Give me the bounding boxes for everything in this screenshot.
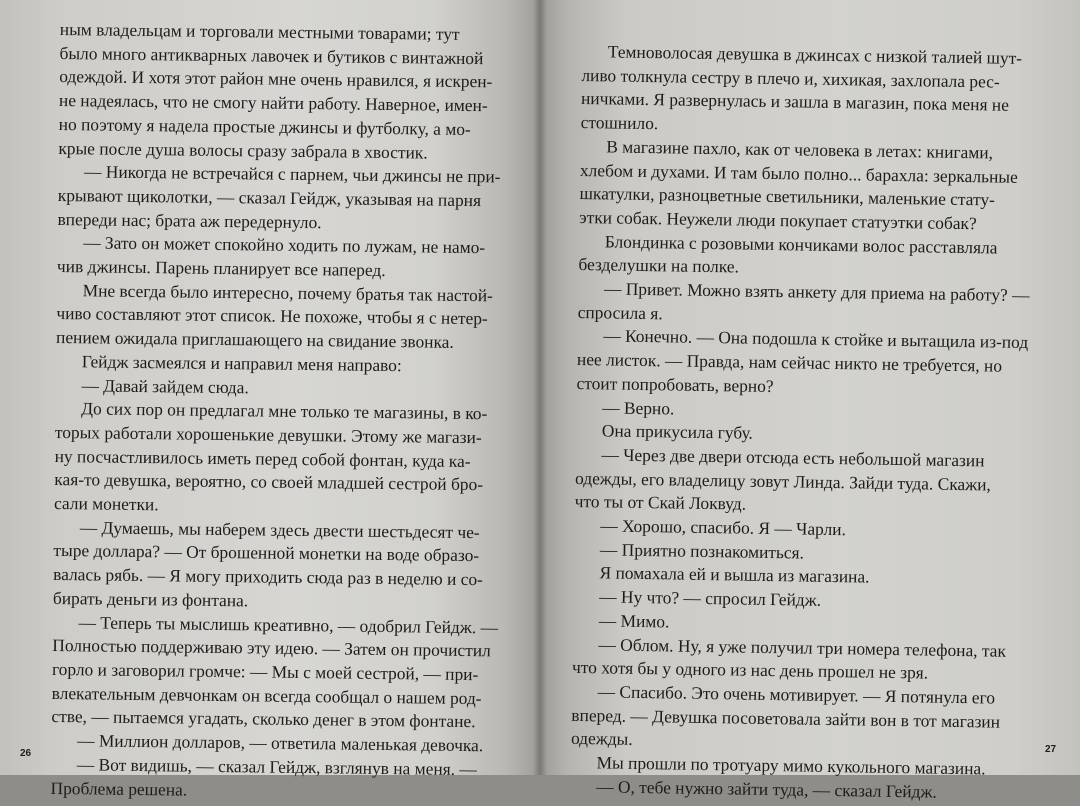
text-line: — Миллион долларов, — ответила маленькая девочка. xyxy=(77,730,484,756)
text-line: тыре доллара? — От брошенной монетки на воде образо- xyxy=(53,540,480,566)
text-line: — Мимо. xyxy=(598,610,670,632)
text-line: — Теперь ты мыслишь креативно, — одобрил Гейдж. — xyxy=(78,611,499,637)
text-line: ну посчастливилось иметь перед собой фонтан, куда ка- xyxy=(54,445,471,471)
text-line: — Спасибо. Это очень мотивирует. — Я потянула его xyxy=(597,681,996,708)
text-line: — Приятно познакомиться. xyxy=(599,539,805,563)
text-line: крывают щиколотки, — сказал Гейдж, указывая на парня xyxy=(57,184,482,211)
text-line: — Облом. Ну, я уже получил три номера телефона, так xyxy=(598,633,1007,661)
text-line: что ты от Скай Локвуд. xyxy=(574,491,747,514)
text-line: — Привет. Можно взять анкету для приема на работу? — xyxy=(603,278,1030,306)
left-page xyxy=(0,0,540,800)
text-line: — Зато он может спокойно ходить по лужам, не намо- xyxy=(83,232,486,258)
text-line: Блондинка с розовыми кончиками волос расставляла xyxy=(604,231,998,258)
text-line: ным владельцам и торговали местными товарами; тут xyxy=(59,18,460,44)
text-line: чив джинсы. Парень планирует все наперед. xyxy=(56,256,386,281)
text-line: хлебом и духами. И там было полно... барахла: зеркальные xyxy=(579,159,1018,187)
text-line: но поэтому я надела простые джинсы и футболку, а мо- xyxy=(58,113,471,139)
text-line: впереди нас; брата аж передернуло. xyxy=(57,208,322,232)
text-line: — Через две двери отсюда есть небольшой магазин xyxy=(601,444,985,471)
text-line: безделушки на полке. xyxy=(578,254,740,277)
text-line: — Конечно. — Она подошла к стойке и вытащила из-под xyxy=(603,325,1029,353)
text-line: — Хорошо, спасибо. Я — Чарли. xyxy=(600,515,847,540)
text-line: одежды, его владелицу зовут Линда. Зайди туда. Скажи, xyxy=(574,467,992,495)
text-line: — Думаешь, мы наберем здесь двести шестьдесят че- xyxy=(79,517,480,542)
text-line: Проблема решена. xyxy=(50,777,188,800)
text-line: сали монетки. xyxy=(53,493,159,515)
text-line: — О, тебе нужно зайти туда, — сказал Гейдж. xyxy=(596,776,938,802)
text-line: Мне всегда было интересно, почему братья так настой- xyxy=(82,280,493,306)
text-line: торых работали хорошенькие девушки. Этому же магази- xyxy=(54,421,482,448)
right-page xyxy=(540,0,1080,802)
left-page-text xyxy=(50,18,509,806)
text-line: Мы прошли по тротуару мимо кукольного магазина. xyxy=(596,752,986,779)
text-line: нее листок. — Правда, нам сейчас никто не требуется, но xyxy=(576,349,1003,376)
text-line: стошнило. xyxy=(580,112,659,134)
text-line: кая-то девушка, вероятно, со своей младшей сестрой бро- xyxy=(54,469,484,495)
text-line: Я помахала ей и вышла из магазина. xyxy=(599,562,870,588)
text-line: — Вот видишь, — сказал Гейдж, взглянув на меня. — xyxy=(76,754,477,779)
text-line: крые после душа волосы сразу забрала в хвостик. xyxy=(58,137,428,163)
text-line: шкатулки, разноцветные светильники, маленькие стату- xyxy=(579,183,996,210)
text-line: влекательным девчонкам он всегда сообщал о нашем род- xyxy=(51,682,482,708)
page-number: 27 xyxy=(1045,744,1057,755)
text-line: Она прикусила губу. xyxy=(601,420,754,443)
text-line: вперед. — Девушка посоветовала зайти вон в тот магазин xyxy=(571,704,1001,732)
text-line: горло и заговорил громче: — Мы с моей сестрой, — при- xyxy=(51,658,479,685)
text-line: До сих пор он предлагал мне только те магазины, в ко- xyxy=(81,398,488,424)
text-line: было много антикварных лавочек и бутиков с винтажной xyxy=(59,42,484,68)
text-line: В магазине пахло, как от человека в летах: книгами, xyxy=(606,136,994,163)
text-line: Полностью поддерживаю эту идею. — Затем он прочистил xyxy=(52,635,491,661)
book-gutter xyxy=(533,0,547,775)
text-line: — Давай зайдем сюда. xyxy=(81,374,249,397)
right-page-text xyxy=(570,40,1040,806)
text-line: стоит попробовать, верно? xyxy=(576,372,774,396)
text-line: бирать деньги из фонтана. xyxy=(52,587,249,611)
text-line: этки собак. Неужели люди покупает статуэтки собак? xyxy=(579,206,977,234)
text-line: стве, — пытаемся угадать, сколько денег в этом фонтане. xyxy=(51,706,476,732)
text-line: чиво составляют этот список. Не похоже, чтобы я с нетер- xyxy=(56,303,488,329)
text-line: ничками. Я развернулась и зашла в магазин, пока меня не xyxy=(580,88,1010,116)
text-line: спросила я. xyxy=(577,301,663,324)
text-line: что хотя бы у одного из нас день прошел не зря. xyxy=(571,657,929,683)
text-line: Гейдж засмеялся и направил меня направо: xyxy=(81,351,402,376)
text-line: пением ожидала приглашающего на свидание звонка. xyxy=(55,327,454,352)
text-line: не надеялась, что не смогу найти работу. Наверное, имен- xyxy=(58,90,488,116)
page-number: 26 xyxy=(20,748,32,759)
text-line: валась рябь. — Я могу приходить сюда раз в неделю и со- xyxy=(53,564,484,590)
text-line: Темноволосая девушка в джинсах с низкой талией шут- xyxy=(607,41,1023,68)
text-line: — Ну что? — спросил Гейдж. xyxy=(599,586,822,610)
text-line: одеждой. И хотя этот район мне очень нравился, я искрен- xyxy=(59,66,493,92)
text-line: одежды. xyxy=(570,728,633,750)
text-line: — Никогда не встречайся с парнем, чьи джинсы не при- xyxy=(84,161,501,187)
text-line: ливо толкнула сестру в плечо и, хихикая, захлопала рес- xyxy=(581,64,1000,92)
text-line: — Верно. xyxy=(602,396,675,419)
